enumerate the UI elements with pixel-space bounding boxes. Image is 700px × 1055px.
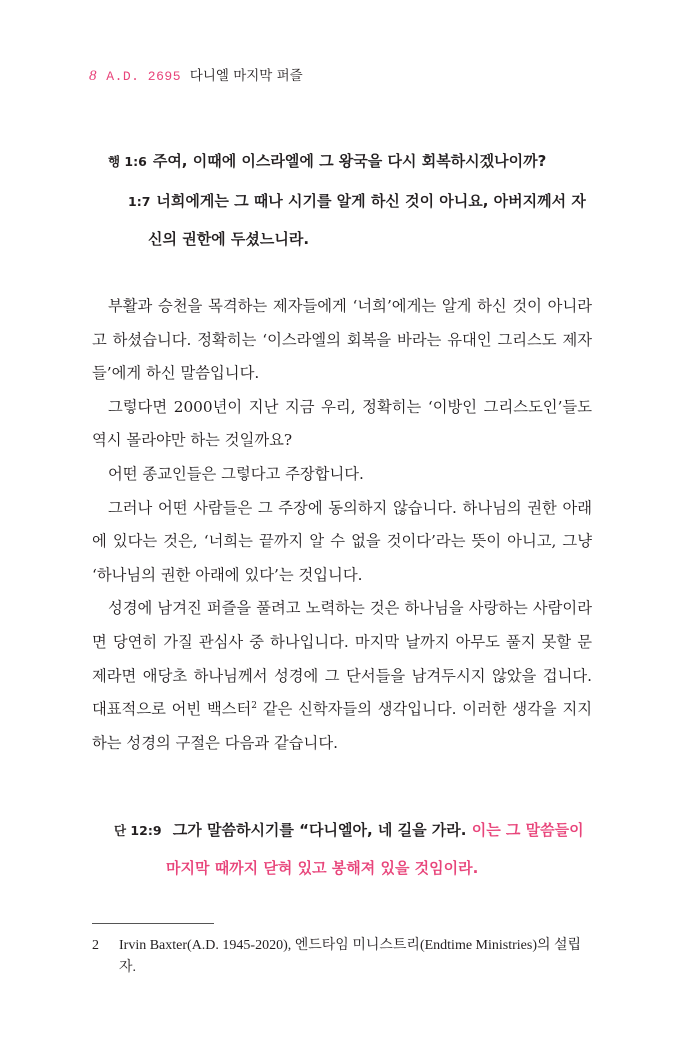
paragraph-5-part-2: 같은 신학자들의 생각입니다. 이러한 생각을 지지하는 성경의 구절은 다음과 같습니다. (92, 700, 592, 752)
verse-text-1: 주여, 이때에 이스라엘에 그 왕국을 다시 회복하시겠나이까? (152, 152, 547, 170)
verse-text-2: 너희에게는 그 때나 시기를 알게 하신 것이 아니요, 아버지께서 자 (156, 192, 586, 210)
running-header (89, 64, 303, 85)
verse2-text-pink-1: 이는 그 말씀들이 (471, 821, 584, 839)
paragraph-1: 부활과 승천을 목격하는 제자들에게 ‘너희’에게는 알게 하신 것이 아니라고 하셨습니다. 정확히는 ‘이스라엘의 회복을 바라는 유대인 그리스도 제자들’에게 하신 말씀입니다. (92, 297, 592, 383)
page-number: 8 (89, 68, 98, 84)
paragraph-3: 어떤 종교인들은 그렇다고 주장합니다. (108, 464, 364, 483)
paragraph-5-part-1: 성경에 남겨진 퍼즐을 풀려고 노력하는 것은 하나님을 사랑하는 사람이라면 당연히 가질 관심사 중 하나입니다. 마지막 날까지 아무도 풀지 못할 문제라면 애당초 하나님께서 성경에 그 단서들을 남겨두시지 않았을 겁니다. 대표적으로 어빈 백스터 (92, 599, 592, 719)
verse-line-3 (148, 228, 309, 249)
paragraph-4: 그러나 어떤 사람들은 그 주장에 동의하지 않습니다. 하나님의 권한 아래에 있다는 것은, ‘너희는 끝까지 알 수 없을 것이다’라는 뜻이 아니고, 그냥 ‘하나님의 권한 아래에 있다’는 것입니다. (92, 498, 592, 584)
verse-ref-acts-1-6: 행 1:6 (108, 154, 147, 169)
book-title: 다니엘 마지막 퍼즐 (189, 68, 303, 84)
footnote-number: 2 (92, 938, 99, 953)
paragraph-5 (92, 592, 592, 760)
series-label: A.D. 2695 (106, 69, 181, 84)
footnote (92, 935, 592, 979)
verse2-line-2 (166, 857, 478, 878)
verse-line-1 (108, 150, 546, 171)
footnote-divider (92, 923, 214, 924)
verse-text-3: 신의 권한에 두셨느니라. (148, 230, 310, 248)
footnote-text: Irvin Baxter(A.D. 1945-2020), 엔드타임 미니스트리(Endtime Ministries)의 설립자. (119, 938, 582, 975)
verse2-line-1 (114, 819, 584, 840)
footnote-ref: 2 (251, 701, 258, 712)
verse-ref-acts-1-7: 1:7 (128, 194, 151, 209)
verse-line-2 (128, 190, 586, 211)
verse2-text-black: 그가 말씀하시기를 “다니엘아, 네 길을 가라. (172, 821, 467, 839)
verse2-text-pink-2: 마지막 때까지 닫혀 있고 봉해져 있을 것임이라. (166, 859, 479, 877)
verse-ref-dan-12-9: 단 12:9 (114, 823, 162, 838)
body-text (92, 290, 592, 760)
paragraph-2: 그렇다면 2000년이 지난 지금 우리, 정확히는 ‘이방인 그리스도인’들도 역시 몰라야만 하는 것일까요? (92, 397, 592, 450)
